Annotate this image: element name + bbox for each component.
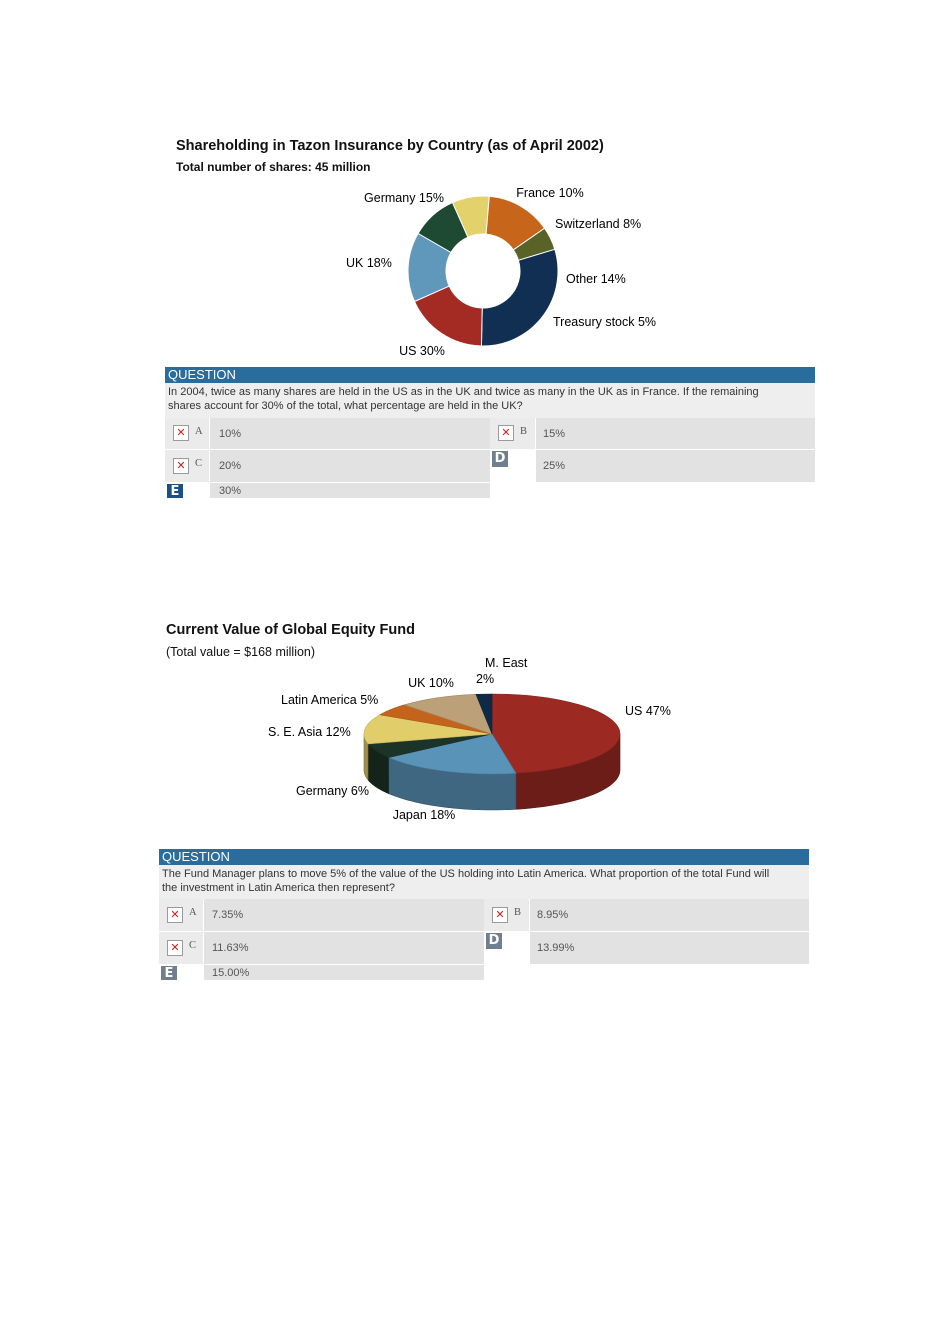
slice-label-germany: Germany 15% bbox=[364, 191, 444, 205]
slice-label-m-east: M. East bbox=[485, 656, 528, 670]
option-value: 10% bbox=[219, 428, 242, 440]
q1-option-e-value-cell[interactable] bbox=[210, 483, 490, 498]
slice-label-switzerland: Switzerland 8% bbox=[555, 217, 642, 231]
q2-option-b[interactable] bbox=[484, 899, 530, 931]
slice-label-uk: UK 18% bbox=[346, 256, 392, 270]
slice-label-m-east-pct: 2% bbox=[476, 672, 495, 686]
question1-text-line1: In 2004, twice as many shares are held in the US as in the UK and twice as many in the UK as in France. If the remaining bbox=[168, 386, 759, 398]
chart1-subtitle: Total number of shares: 45 million bbox=[176, 160, 371, 174]
letter-badge-icon: D bbox=[492, 451, 508, 467]
option-letter: A bbox=[195, 426, 203, 437]
q1-option-c-value-cell[interactable] bbox=[210, 450, 490, 482]
option-letter: B bbox=[520, 426, 528, 437]
q1-option-e[interactable] bbox=[165, 483, 210, 498]
option-value: 15.00% bbox=[212, 967, 250, 979]
slice-label-france: France 10% bbox=[516, 186, 584, 200]
question2-text bbox=[159, 865, 809, 899]
slice-label-latin-america: Latin America 5% bbox=[281, 693, 379, 707]
chart2-title: Current Value of Global Equity Fund bbox=[166, 622, 415, 638]
q1-option-d[interactable] bbox=[490, 450, 536, 482]
option-value: 11.63% bbox=[212, 942, 249, 954]
q1-option-d-value-cell[interactable] bbox=[536, 450, 815, 482]
letter-badge-icon: E bbox=[161, 966, 177, 980]
q2-option-d[interactable] bbox=[484, 932, 530, 964]
slice-label-other: Other 14% bbox=[566, 272, 626, 286]
q1-option-b[interactable] bbox=[490, 418, 536, 449]
q2-option-c-value-cell[interactable] bbox=[204, 932, 484, 964]
q2-option-a[interactable] bbox=[159, 899, 204, 931]
x-mark-icon: ✕ bbox=[498, 425, 514, 441]
question2-header: QUESTION bbox=[159, 849, 809, 865]
slice-label-us: US 30% bbox=[399, 344, 445, 358]
chart2-subtitle: (Total value = $168 million) bbox=[166, 645, 316, 659]
x-mark-icon: ✕ bbox=[167, 940, 183, 956]
q1-option-c[interactable] bbox=[165, 450, 210, 482]
donut-chart bbox=[0, 0, 950, 370]
option-value: 7.35% bbox=[212, 909, 244, 921]
q2-option-d-value-cell[interactable] bbox=[530, 932, 809, 964]
donut-slice-us bbox=[481, 249, 558, 346]
option-value: 15% bbox=[543, 428, 566, 440]
q1-option-a-value-cell[interactable] bbox=[210, 418, 490, 449]
q2-option-e[interactable] bbox=[159, 965, 204, 980]
q2-option-a-value-cell[interactable] bbox=[204, 899, 484, 931]
option-value: 20% bbox=[219, 460, 242, 472]
option-value: 13.99% bbox=[537, 942, 575, 954]
q2-option-b-value-cell[interactable] bbox=[530, 899, 809, 931]
question2-text-line1: The Fund Manager plans to move 5% of the value of the US holding into Latin America. What proportion of the total Fund will bbox=[162, 868, 770, 880]
slice-label-germany: Germany 6% bbox=[296, 784, 369, 798]
option-letter: B bbox=[514, 907, 522, 918]
pie3d-chart bbox=[0, 600, 950, 840]
option-letter: C bbox=[189, 940, 197, 951]
slice-label-se-asia: S. E. Asia 12% bbox=[268, 725, 351, 739]
option-value: 30% bbox=[219, 485, 242, 497]
question2-text-line2: the investment in Latin America then represent? bbox=[162, 882, 395, 894]
option-letter: A bbox=[189, 907, 197, 918]
option-letter: C bbox=[195, 458, 203, 469]
option-value: 8.95% bbox=[537, 909, 569, 921]
question1-text bbox=[165, 383, 815, 418]
letter-badge-icon: D bbox=[486, 933, 502, 949]
slice-label-uk: UK 10% bbox=[408, 676, 454, 690]
q2-option-e-value-cell[interactable] bbox=[204, 965, 484, 980]
chart1-title: Shareholding in Tazon Insurance by Country (as of April 2002) bbox=[176, 138, 604, 154]
q1-option-a[interactable] bbox=[165, 418, 210, 449]
x-mark-icon: ✕ bbox=[492, 907, 508, 923]
option-value: 25% bbox=[543, 460, 566, 472]
question1-text-line2: shares account for 30% of the total, what percentage are held in the UK? bbox=[168, 400, 523, 412]
x-mark-icon: ✕ bbox=[173, 458, 189, 474]
x-mark-icon: ✕ bbox=[167, 907, 183, 923]
slice-label-us: US 47% bbox=[625, 704, 671, 718]
x-mark-icon: ✕ bbox=[173, 425, 189, 441]
question1-header: QUESTION bbox=[165, 367, 815, 383]
q1-option-b-value-cell[interactable] bbox=[536, 418, 815, 449]
slice-label-treasury: Treasury stock 5% bbox=[553, 315, 657, 329]
slice-label-japan: Japan 18% bbox=[392, 808, 456, 822]
q2-option-c[interactable] bbox=[159, 932, 204, 964]
letter-badge-icon: E bbox=[167, 484, 183, 498]
